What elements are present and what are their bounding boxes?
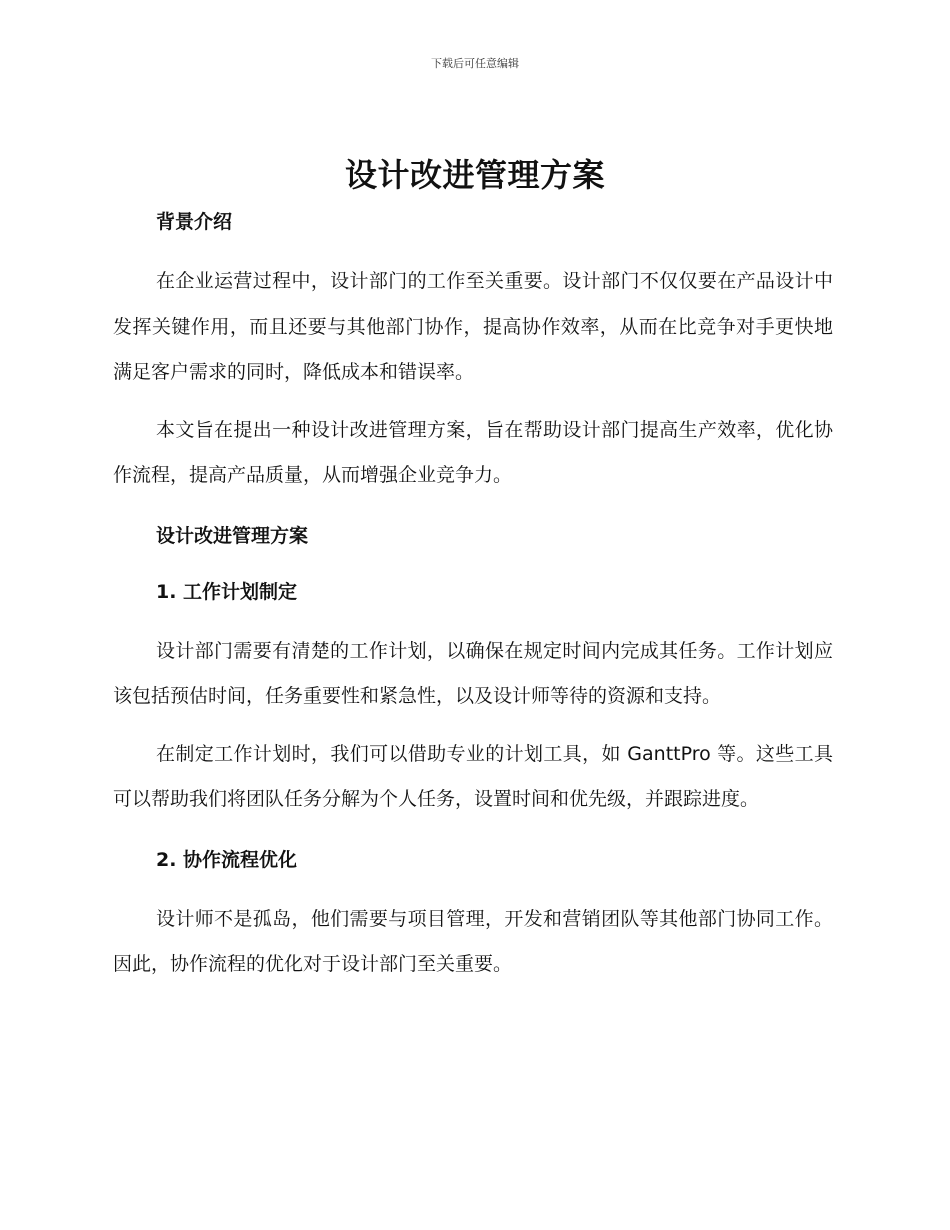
section-heading-background: 背景介绍 (156, 211, 233, 233)
paragraph-collaboration-1: 设计师不是孤岛，他们需要与项目管理，开发和营销团队等其他部门协同工作。因此，协作流程的优化对于设计部门至关重要。 (113, 907, 833, 975)
document-body (113, 203, 833, 988)
paragraph-work-plan-1: 设计部门需要有清楚的工作计划，以确保在规定时间内完成其任务。工作计划应该包括预估时间，任务重要性和紧急性，以及设计师等待的资源和支持。 (113, 639, 833, 707)
paragraph-background-1: 在企业运营过程中，设计部门的工作至关重要。设计部门不仅仅要在产品设计中发挥关键作用，而且还要与其他部门协作，提高协作效率，从而在比竞争对手更快地满足客户需求的同时，降低成本和错误率。 (113, 270, 833, 383)
page-header-note: 下载后可任意编辑 (431, 57, 519, 70)
subsection-heading-collaboration: 2. 协作流程优化 (156, 848, 298, 871)
subsection-heading-work-plan: 1. 工作计划制定 (156, 580, 298, 603)
paragraph-background-2: 本文旨在提出一种设计改进管理方案，旨在帮助设计部门提高生产效率，优化协作流程，提高产品质量，从而增强企业竞争力。 (113, 418, 833, 486)
paragraph-work-plan-2: 在制定工作计划时，我们可以借助专业的计划工具，如 GanttPro 等。这些工具可以帮助我们将团队任务分解为个人任务，设置时间和优先级，并跟踪进度。 (113, 742, 833, 810)
page-title: 设计改进管理方案 (344, 156, 605, 194)
section-heading-plan: 设计改进管理方案 (156, 524, 309, 547)
